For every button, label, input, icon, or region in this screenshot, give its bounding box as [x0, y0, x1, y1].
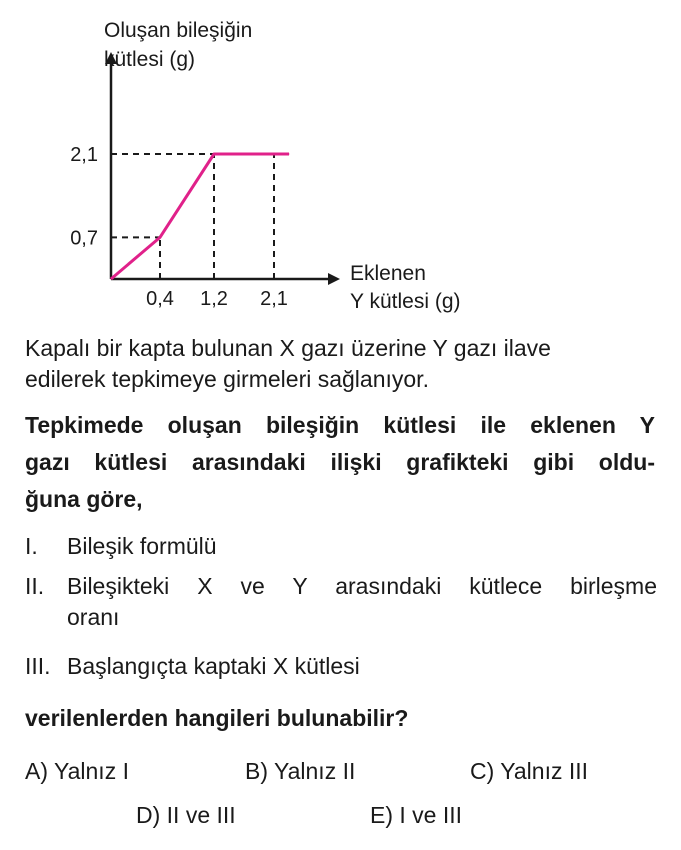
stem-line-2: gazı kütlesi arasındaki ilişki grafikteki gibi oldu- [25, 449, 655, 475]
statement-3-text: Başlangıçta kaptaki X kütlesi [67, 653, 360, 679]
x-axis-title-line-2: Y kütlesi (g) [350, 290, 461, 313]
intro-text [25, 333, 655, 395]
statement-3 [25, 651, 657, 682]
statement-1-text: Bileşik formülü [67, 533, 217, 559]
question-stem [25, 407, 655, 518]
statement-2-text-cont: oranı [67, 604, 120, 630]
x-tick-label: 1,2 [200, 288, 228, 310]
statement-2 [25, 571, 657, 633]
x-tick-label: 2,1 [260, 288, 288, 310]
option-c[interactable]: C) Yalnız III [470, 758, 589, 784]
statement-2-text: Bileşikteki X ve Y arasındaki kütlece birleşme [67, 573, 657, 599]
statement-1 [25, 531, 657, 562]
data-point-3 [289, 154, 290, 155]
data-point-2 [214, 154, 215, 155]
stem-line-1: Tepkimede oluşan bileşiğin kütlesi ile eklenen Y [25, 412, 655, 438]
chart-labels [70, 19, 460, 313]
option-a[interactable]: A) Yalnız I [25, 758, 129, 784]
option-d[interactable]: D) II ve III [136, 802, 236, 828]
intro-line-1: Kapalı bir kapta bulunan X gazı üzerine Y gazı ilave [25, 335, 551, 361]
series-line [111, 154, 289, 279]
data-point-0 [111, 279, 112, 280]
mass-chart [0, 0, 681, 330]
option-e[interactable]: E) I ve III [370, 802, 463, 828]
stem-line-3: ğuna göre, [25, 486, 143, 512]
x-tick-label: 0,4 [146, 288, 174, 310]
option-b[interactable]: B) Yalnız II [245, 758, 356, 784]
data-series [111, 154, 290, 280]
statement-2-number: II. [25, 573, 45, 599]
y-axis-title-line-2: kütlesi (g) [104, 48, 196, 71]
data-point-1 [160, 237, 161, 238]
y-tick-label: 2,1 [70, 144, 98, 166]
question-prompt: verilenlerden hangileri bulunabilir? [25, 705, 409, 731]
statement-3-number: III. [25, 653, 51, 679]
x-axis-title-line-1: Eklenen [350, 262, 426, 285]
intro-line-2: edilerek tepkimeye girmeleri sağlanıyor. [25, 366, 429, 392]
y-axis-title-line-1: Oluşan bileşiğin [104, 19, 253, 42]
statement-1-number: I. [25, 533, 38, 559]
dashed-guides [111, 154, 274, 279]
statement-2-body [67, 571, 657, 633]
y-tick-label: 0,7 [70, 227, 98, 250]
chart-axes [111, 58, 334, 279]
